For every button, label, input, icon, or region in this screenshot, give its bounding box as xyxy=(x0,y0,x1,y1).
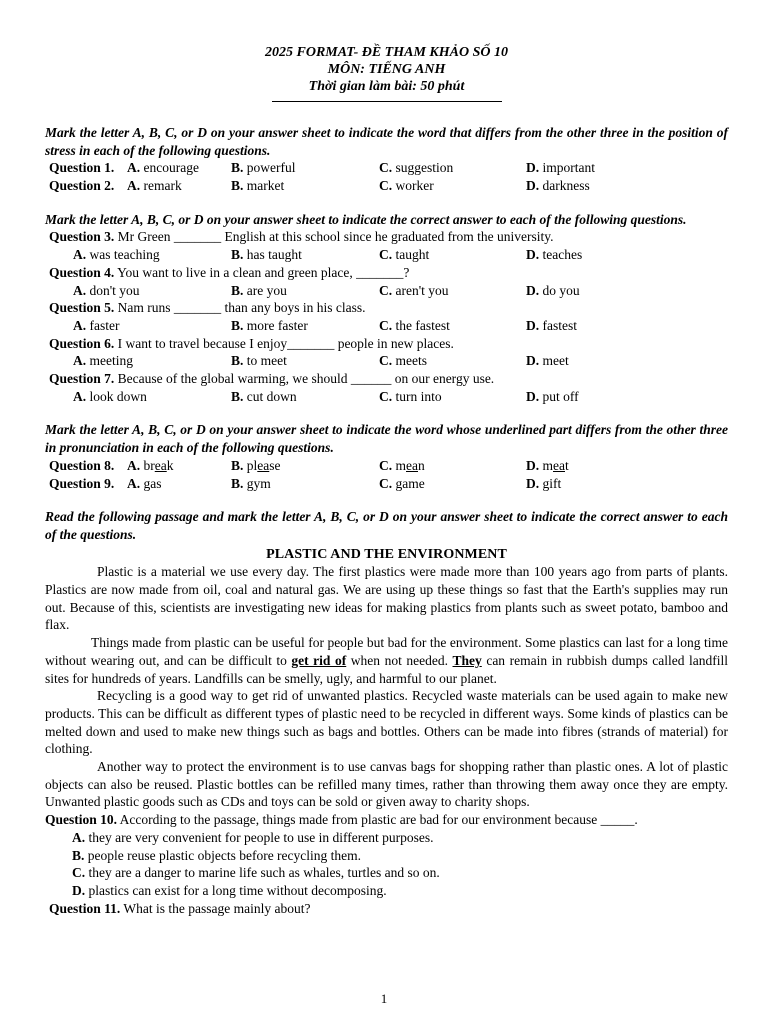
question-stem: Question 6. I want to travel because I enjoy_______ people in new places. xyxy=(49,335,454,351)
option-b: B. gym xyxy=(231,475,271,491)
option-c: C. the fastest xyxy=(379,317,450,333)
question-stem: Question 7. Because of the global warming, we should ______ on our energy use. xyxy=(49,371,495,387)
page-number: 1 xyxy=(380,991,388,1006)
option-d: D. do you xyxy=(526,282,580,298)
option-a: A. faster xyxy=(73,317,120,333)
option-d: D. plastics can exist for a long time without decomposing. xyxy=(72,882,387,898)
option-c: C. suggestion xyxy=(379,160,454,176)
question-stem: Question 4. You want to live in a clean and green place, _______? xyxy=(49,264,410,280)
option-c: C. aren't you xyxy=(379,282,449,298)
option-c: C. turn into xyxy=(379,388,442,404)
question-label: Question 1. xyxy=(49,160,115,176)
question-options xyxy=(45,352,728,370)
question-row xyxy=(45,177,728,195)
option-b: B. are you xyxy=(231,282,287,298)
question-stem: Question 10. According to the passage, things made from plastic are bad for our environment because _____. xyxy=(45,812,638,828)
section3-instruction: Mark the letter A, B, C, or D on your answer sheet to indicate the word whose underlined part differs from the other three in pronunciation in each of the following questions. xyxy=(45,422,728,456)
question-options xyxy=(45,388,728,406)
passage-paragraph-4: Another way to protect the environment is to use canvas bags for shopping rather than plastic ones. A lot of plastic objects can also be reused. Plastic bottles can be refilled many times, rather than throwing them away once they are empty. Unwanted plastic goods such as CDs and toys can be sold or given away to charity shops. xyxy=(45,759,728,810)
option-a: A. break xyxy=(127,457,174,473)
question-row xyxy=(45,159,728,177)
option-c: C. worker xyxy=(379,178,434,194)
option-a: A. was teaching xyxy=(73,247,160,263)
exam-header xyxy=(45,44,728,95)
option-b: B. please xyxy=(231,457,281,473)
option-a: A. gas xyxy=(127,475,162,491)
option-a: A. remark xyxy=(127,178,182,194)
option-c: C. game xyxy=(379,475,425,491)
option-b: B. market xyxy=(231,178,285,194)
option-d: D. meet xyxy=(526,353,569,369)
option-b: B. cut down xyxy=(231,388,297,404)
exam-subject: MÔN: TIẾNG ANH xyxy=(327,62,446,77)
question-stem: Question 3. Mr Green _______ English at this school since he graduated from the university. xyxy=(49,229,554,245)
option-b: B. has taught xyxy=(231,247,302,263)
option-a: A. meeting xyxy=(73,353,133,369)
option-a: A. they are very convenient for people to use in different purposes. xyxy=(72,829,434,845)
option-d: D. meat xyxy=(526,457,569,473)
passage-title: PLASTIC AND THE ENVIRONMENT xyxy=(266,546,507,562)
section1-instruction: Mark the letter A, B, C, or D on your answer sheet to indicate the word that differs from the other three in the position of stress in each of the following questions. xyxy=(45,125,728,158)
question-stem: Question 5. Nam runs _______ than any boys in his class. xyxy=(49,300,366,316)
option-a: A. look down xyxy=(73,388,147,404)
option-a: A. encourage xyxy=(127,160,199,176)
section4-instruction: Read the following passage and mark the letter A, B, C, or D on your answer sheet to indicate the correct answer to each of the questions. xyxy=(45,509,728,542)
question-options xyxy=(45,246,728,264)
section2-instruction: Mark the letter A, B, C, or D on your answer sheet to indicate the correct answer to each of the following questions. xyxy=(45,211,687,227)
option-d: D. teaches xyxy=(526,247,583,263)
question-options xyxy=(45,282,728,300)
option-c: C. mean xyxy=(379,457,425,473)
option-d: D. put off xyxy=(526,388,579,404)
option-c: C. taught xyxy=(379,247,430,263)
option-a: A. don't you xyxy=(73,282,140,298)
option-b: B. more faster xyxy=(231,317,308,333)
passage-paragraph-3: Recycling is a good way to get rid of unwanted plastics. Recycled waste materials can be used again to make new products. This can be difficult as different types of plastic need to be recycled in different ways. Some kinds of plastics can be melted down and used to make new things such as bags and bottles. Others can be made into fibres (strands of material) for clothing. xyxy=(45,688,728,757)
passage-paragraph-1: Plastic is a material we use every day. The first plastics were made more than 100 years ago from parts of plants. Plastics are now made from oil, coal and natural gas. We are using up these things so fast that the Earth's supplies may run out. Because of this, scientists are investigating new ideas for making plastics from plants such as sweet potato, bamboo and flax. xyxy=(45,564,728,633)
exam-duration: Thời gian làm bài: 50 phút xyxy=(308,79,465,94)
question-options xyxy=(45,317,728,335)
question-label: Question 8. xyxy=(49,457,115,473)
option-b: B. powerful xyxy=(231,160,296,176)
question-stem: Question 11. What is the passage mainly about? xyxy=(49,900,311,916)
option-c: C. meets xyxy=(379,353,427,369)
option-d: D. gift xyxy=(526,475,562,491)
underlined-word: They xyxy=(452,652,482,668)
question-row xyxy=(45,475,728,493)
option-b: B. to meet xyxy=(231,353,287,369)
question-label: Question 2. xyxy=(49,178,115,194)
option-c: C. they are a danger to marine life such as whales, turtles and so on. xyxy=(72,865,440,881)
option-d: D. darkness xyxy=(526,178,590,194)
underlined-phrase: get rid of xyxy=(291,652,347,668)
option-b: B. people reuse plastic objects before recycling them. xyxy=(72,847,362,863)
option-d: D. fastest xyxy=(526,317,577,333)
exam-title: 2025 FORMAT- ĐỀ THAM KHẢO SỐ 10 xyxy=(265,45,508,60)
question-label: Question 9. xyxy=(49,475,115,491)
passage-paragraph-2: Things made from plastic can be useful for people but bad for the environment. Some plastics can last for a long time without wearing out, and can be difficult to get rid of when not needed. They can remain in rubbish dumps called landfill sites for hundreds of years. Landfills can be smelly, ugly, and harmful to our planet. xyxy=(45,635,729,686)
question-row xyxy=(45,457,728,475)
option-d: D. important xyxy=(526,160,595,176)
